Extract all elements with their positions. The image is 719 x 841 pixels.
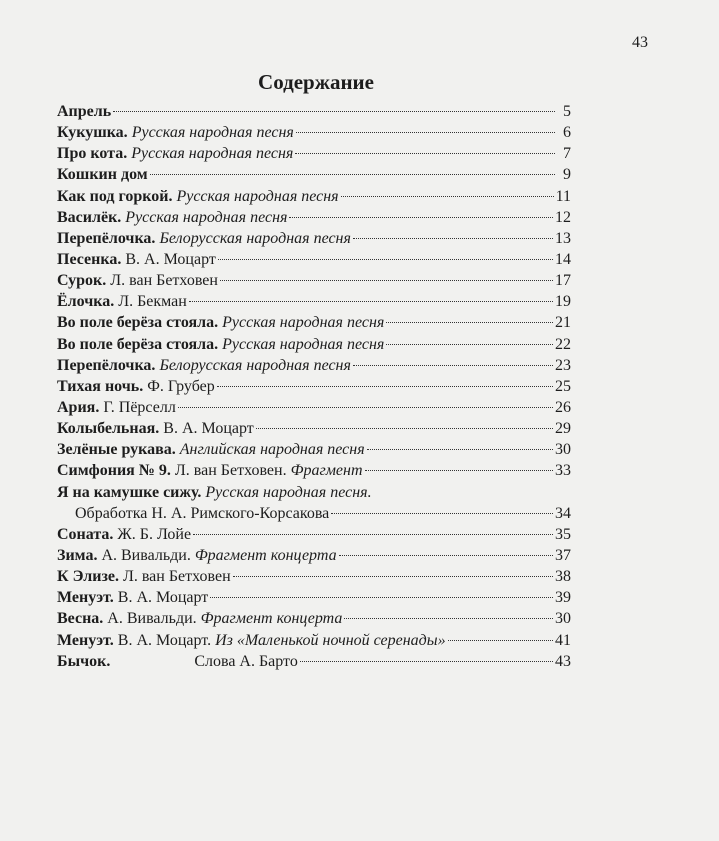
toc-entry-author: В. А. Моцарт: [163, 420, 254, 438]
toc-entry: [57, 566, 571, 587]
toc-page-number: 6: [563, 124, 571, 142]
dot-leader: [295, 153, 555, 154]
toc-page-number: 35: [555, 525, 571, 543]
toc-entry: [57, 524, 571, 545]
dot-leader: [178, 407, 553, 408]
toc-entry-author: Слова А. Барто: [194, 652, 298, 670]
toc-entry-piece: Зима.: [57, 546, 98, 564]
toc-entry-author: Русская народная песня: [222, 314, 385, 332]
toc-entry-piece: Про кота.: [57, 145, 128, 163]
dot-leader: [365, 470, 554, 471]
toc-entry: [57, 355, 571, 376]
toc-entry: [57, 228, 571, 249]
toc-page-number: 13: [555, 229, 571, 247]
toc-entry-piece: Я на камушке сижу.: [57, 483, 202, 501]
toc-page-number: 14: [555, 250, 571, 268]
toc-entry-author: Ф. Грубер: [147, 377, 215, 395]
toc-entry-author: А. Вивальди.: [107, 610, 197, 628]
toc-page-number: 5: [563, 103, 571, 120]
toc-entry-title: [57, 566, 231, 587]
dot-leader: [331, 513, 553, 514]
toc-entry-author: Ж. Б. Лойе: [117, 525, 192, 543]
toc-entry: [57, 460, 571, 481]
toc-page-number: 17: [555, 272, 571, 290]
toc-entry-author: Г. Пёрселл: [103, 398, 176, 416]
toc-entry: [57, 101, 571, 122]
dot-leader: [353, 238, 553, 239]
toc-entry-piece: Колыбельная.: [57, 420, 160, 438]
toc-page-number: 41: [555, 631, 571, 649]
toc-page-number: 39: [555, 589, 571, 607]
toc-entry-piece: Перепёлочка.: [57, 356, 156, 374]
toc-entry-title: [57, 651, 298, 672]
dot-leader: [300, 661, 553, 662]
dot-leader: [296, 132, 555, 133]
toc-entry-piece: Перепёлочка.: [57, 229, 156, 247]
toc-entry-title: [57, 101, 111, 122]
toc-page-number: 33: [555, 462, 571, 480]
toc-entry: [57, 397, 571, 418]
toc-entry-piece: Ёлочка.: [57, 293, 115, 311]
toc-entry-title: [57, 249, 216, 270]
toc-entry-title: [57, 587, 208, 608]
table-of-contents: [57, 101, 571, 672]
toc-entry-piece: Соната.: [57, 525, 114, 543]
toc-entry: [57, 418, 571, 439]
toc-entry-author: В. А. Моцарт: [125, 250, 216, 268]
page-title: Содержание: [258, 70, 374, 94]
toc-entry-author: Л. ван Бетховен.: [174, 462, 287, 480]
toc-page-number: 43: [555, 652, 571, 670]
dot-leader: [218, 259, 553, 260]
toc-entry: [57, 207, 571, 228]
dot-leader: [189, 301, 553, 302]
toc-page-number: 34: [555, 504, 571, 522]
toc-entry-piece: Апрель: [57, 103, 112, 120]
dot-leader: [386, 322, 553, 323]
toc-page-number: 37: [555, 546, 571, 564]
toc-page-number: 22: [555, 335, 571, 353]
toc-entry-author: Л. Бекман: [118, 293, 187, 311]
toc-entry: [57, 482, 571, 503]
dot-leader: [193, 534, 553, 535]
toc-entry-piece: Менуэт.: [57, 631, 114, 649]
toc-entry-piece: Менуэт.: [57, 589, 114, 607]
dot-leader: [341, 196, 554, 197]
toc-entry: [57, 376, 571, 397]
dot-leader: [233, 576, 553, 577]
toc-entry-title: [57, 397, 176, 418]
toc-entry-piece: Зелёные рукава.: [57, 441, 176, 459]
toc-page-number: 30: [555, 610, 571, 628]
toc-entry-title: [57, 608, 342, 629]
toc-page-number: 23: [555, 356, 571, 374]
toc-entry-piece: Ария.: [57, 398, 100, 416]
toc-entry-title: [57, 545, 337, 566]
dot-leader: [448, 640, 553, 641]
dot-leader: [386, 344, 553, 345]
toc-entry-author: А. Вивальди.: [101, 546, 191, 564]
toc-entry: [57, 545, 571, 566]
toc-entry-title: [57, 355, 351, 376]
toc-entry-piece: Василёк.: [57, 208, 122, 226]
toc-entry: [57, 608, 571, 629]
toc-entry-title: [57, 630, 446, 651]
toc-entry-title: [57, 418, 254, 439]
toc-entry: [57, 291, 571, 312]
page-number: 43: [632, 34, 648, 51]
toc-page-number: 9: [563, 166, 571, 184]
toc-entry-piece: Сурок.: [57, 272, 107, 290]
toc-entry-note: Фрагмент концерта: [200, 610, 343, 628]
dot-leader: [217, 386, 553, 387]
toc-entry: [57, 630, 571, 651]
toc-entry-title: [57, 207, 287, 228]
toc-entry-piece: К Элизе.: [57, 568, 119, 586]
toc-entry: [57, 312, 571, 333]
toc-entry-piece: Песенка.: [57, 250, 122, 268]
toc-page-number: 7: [563, 145, 571, 163]
toc-entry-title: [57, 312, 384, 333]
toc-entry: [57, 439, 571, 460]
toc-entry-author: Русская народная песня: [131, 124, 294, 142]
toc-entry-title: [57, 376, 215, 397]
toc-entry-title: [57, 186, 339, 207]
toc-entry-title: [57, 439, 365, 460]
toc-entry: [57, 143, 571, 164]
dot-leader: [256, 428, 553, 429]
toc-entry-piece: Кукушка.: [57, 124, 128, 142]
toc-page-number: 21: [555, 314, 571, 332]
toc-entry: [57, 186, 571, 207]
toc-entry-title: [57, 334, 384, 355]
toc-entry-author: Белорусская народная песня: [159, 356, 351, 374]
toc-page-number: 11: [555, 187, 571, 205]
toc-entry: [57, 587, 571, 608]
dot-leader: [113, 111, 555, 112]
toc-entry-piece: Весна.: [57, 610, 104, 628]
toc-entry: [57, 249, 571, 270]
toc-entry-title: [57, 270, 218, 291]
toc-entry-author: В. А. Моцарт: [117, 589, 209, 607]
toc-entry-title: [57, 524, 191, 545]
dot-leader: [210, 597, 553, 598]
toc-entry-piece: Кошкин дом: [57, 166, 148, 184]
toc-entry: [57, 334, 571, 355]
toc-entry-author: Русская народная песня: [131, 145, 294, 163]
toc-entry-continuation: Обработка Н. А. Римского-Корсакова: [75, 504, 330, 522]
toc-entry-title: [57, 291, 187, 312]
toc-page-number: 30: [555, 441, 571, 459]
dot-leader: [344, 618, 553, 619]
toc-entry: [57, 122, 571, 143]
toc-entry-piece: Во поле берёза стояла.: [57, 314, 219, 332]
toc-entry-note: Из «Маленькой ночной серенады»: [215, 631, 446, 649]
toc-entry-title: [57, 460, 363, 481]
dot-leader: [289, 217, 553, 218]
toc-entry-author: Русская народная песня: [125, 208, 288, 226]
toc-entry: [57, 270, 571, 291]
toc-entry-title: [57, 228, 351, 249]
toc-entry-author: Русская народная песня: [176, 187, 339, 205]
toc-entry-piece: Во поле берёза стояла.: [57, 335, 219, 353]
toc-entry: [57, 164, 571, 185]
dot-leader: [367, 449, 553, 450]
toc-entry-note: Фрагмент: [290, 462, 363, 480]
dot-leader: [150, 174, 555, 175]
toc-entry-piece: Как под горкой.: [57, 187, 173, 205]
toc-entry-author: Л. ван Бетховен: [110, 272, 218, 290]
toc-entry-author: Русская народная песня: [222, 335, 385, 353]
toc-entry-author: Белорусская народная песня: [159, 229, 351, 247]
toc-entry-author: Английская народная песня: [179, 441, 365, 459]
toc-entry-author: В. А. Моцарт.: [117, 631, 212, 649]
toc-entry-title: [57, 143, 293, 164]
toc-entry: [57, 503, 571, 524]
toc-entry-piece: Симфония № 9.: [57, 462, 171, 480]
toc-page-number: 19: [555, 293, 571, 311]
toc-entry-title: [57, 164, 148, 185]
toc-page-number: 25: [555, 377, 571, 395]
toc-entry-author: Л. ван Бетховен: [122, 568, 231, 586]
toc-entry: [57, 651, 571, 672]
toc-page-number: 26: [555, 398, 571, 416]
toc-page-number: 12: [555, 208, 571, 226]
toc-entry-title: [75, 503, 329, 524]
toc-page-number: 29: [555, 420, 571, 438]
dot-leader: [339, 555, 553, 556]
dot-leader: [353, 365, 553, 366]
toc-entry-piece: Тихая ночь.: [57, 377, 144, 395]
toc-entry-note: Фрагмент концерта: [194, 546, 337, 564]
toc-entry-title: [57, 482, 372, 503]
toc-entry-piece: Бычок.: [57, 652, 111, 670]
dot-leader: [220, 280, 553, 281]
toc-page-number: 38: [555, 568, 571, 586]
toc-entry-author: Русская народная песня.: [205, 483, 372, 501]
toc-entry-title: [57, 122, 294, 143]
